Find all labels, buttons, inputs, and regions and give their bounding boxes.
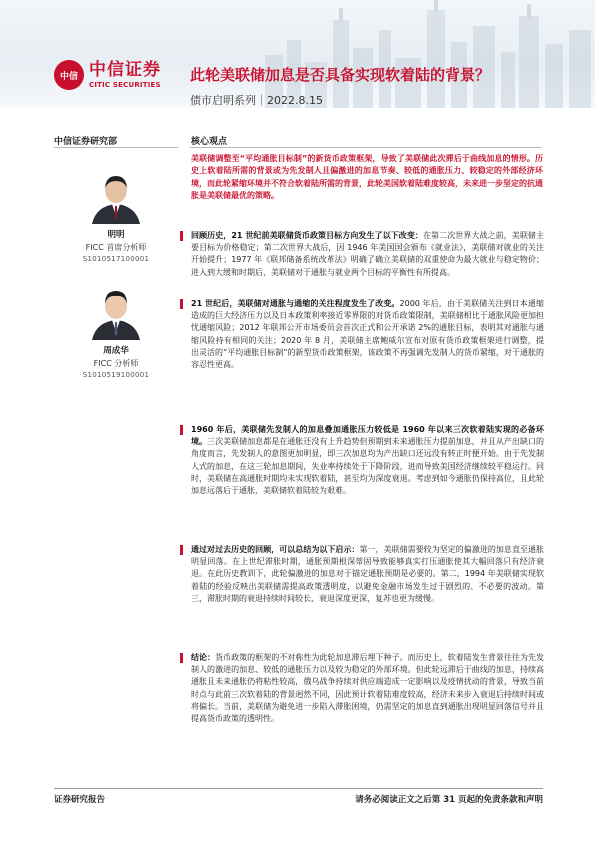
analyst-card — [54, 166, 178, 263]
analyst-name: 周成华 — [103, 346, 129, 356]
paragraph-body: 货币政策的框架的不对称性为此轮加息滞后埋下种子。而历史上，软着陆发生背景往往为先发制人的激进的加息、较低的通胀压力以及较为稳定的外部环境。但此轮远滞后于曲线的加息，持续高通胀且未来通胀仍将粘性较高，俄乌战争持续对供应端造成一定影响以及疫情扰动的背景，导致当前时点与此前三次软着陆的背景迥然不同，因此预计软着陆难度较高，经济未来步入衰退后持续时间或将偏长。当前，美联储为避免进一步陷入滞胀困境，仍需坚定的加息直到通胀出现明显回落信号并且提高货币政策的透明性。 — [191, 653, 545, 724]
key-point-paragraph — [180, 298, 544, 371]
analyst-photo — [86, 166, 146, 224]
logo-cn-text: 中信证券 — [89, 59, 161, 80]
person-portrait-icon — [86, 282, 146, 340]
paragraph-lead: 回顾历史，21 世纪前美联储货币政策目标方向发生了以下改变： — [191, 231, 423, 240]
sidebar-label: 中信证券研究部 — [54, 137, 118, 147]
footer-label: 证券研究报告 — [54, 795, 106, 805]
company-logo — [54, 60, 161, 90]
analyst-card — [54, 282, 178, 379]
citic-logo-icon: 中信 — [54, 60, 84, 90]
core-views-label: 核心观点 — [191, 137, 228, 147]
bullet-bar-icon — [180, 653, 183, 663]
analyst-license-id: S1010519100001 — [82, 371, 150, 379]
footer-disclaimer: 请务必阅读正文之后第 31 页起的免责条款和声明 — [355, 795, 543, 805]
analyst-name: 明明 — [107, 230, 125, 240]
summary-text: 美联储调整至“平均通胀目标制”的新货币政策框架，导致了美联储此次滞后于曲线加息的情形。历史上软着陆所需的背景或为先发制人且偏激进的加息节奏、较低的通胀压力、较稳定的外部经济环境，而此轮紧缩环境并不符合软着陆所需的背景，此轮美国软着陆难度较高，未来进一步坚定的抗通胀是美联储最优的策略。 — [191, 154, 543, 201]
paragraph-lead: 1960 年后，美联储先发制人的加息叠加通胀压力较低是 1960 年以来三次软着陆实现的必备环境。 — [191, 425, 544, 447]
paragraph-lead: 通过对过去历史的回顾，可以总结为以下启示： — [191, 545, 360, 554]
key-point-paragraph — [180, 652, 544, 725]
main-divider — [190, 147, 542, 148]
key-point-paragraph — [180, 230, 544, 279]
logo-wordmark — [89, 59, 161, 89]
paragraph-body: 在第二次世界大战之前，美联储主要目标为价格稳定；第二次世界大战后，因 1946 年美国国会颁布《就业法》，美联储对就业的关注开始提升；1977 年《联邦储备系统改革法》明确了确立美联储的双重使命为最大就业与稳定物价；进入到大缓和时期后，美联储对于通胀与就业两个目标的平衡性有所提高。 — [191, 231, 544, 277]
analyst-role: FICC 首席分析师 — [85, 243, 147, 252]
key-point-paragraph — [180, 424, 544, 497]
paragraph-body: 2000 年后，由于美联储关注到日本通缩造成的巨大经济压力以及日本政策利率接近零界限的对货币政策限制，美联储相比于通胀风险更加担忧通缩风险；2012 年联邦公开市场委员会首次正式和公开承诺 2%的通胀目标，表明其对通胀与通缩风险持有相同的关注；2020 年 8 月，美联储主席鲍威尔宣布对原有货币政策框架进行调整，提出灵活的“平均通胀目标制”的新型货币政策框架，该政策不再强调先发制人的货币紧缩，对于通胀的容忍性更高。 — [191, 299, 544, 370]
bullet-bar-icon — [180, 231, 183, 241]
paragraph-lead: 结论： — [191, 653, 216, 662]
report-subtitle: 债市启明系列｜2022.8.15 — [190, 94, 323, 107]
key-point-paragraph — [180, 544, 544, 605]
person-portrait-icon — [86, 166, 146, 224]
bullet-bar-icon — [180, 545, 183, 555]
bullet-bar-icon — [180, 425, 183, 435]
bullet-bar-icon — [180, 299, 183, 309]
paragraph-body: 三次美联储加息都是在通胀还没有上升趋势但预期到未来通胀压力提前加息，并且从产出缺口的角度而言，先发制人的意图更加明显，即三次加息均为产出缺口还远没有转正时便开始。由于先发制人式的加息，在这三轮加息期间，失业率持续处于下降阶段，进而导致美国经济继续较平稳运行。同时，美联储在高通胀时期均未实现软着陆，甚至均为深度衰退。考虑到如今通胀仍保持高位，且此轮加息远落后于通胀，美联储软着陆较为艰难。 — [191, 437, 544, 496]
analyst-photo — [86, 282, 146, 340]
paragraph-body: 第一，美联储需要较为坚定的偏激进的加息直至通胀明显回落。在上世纪滞胀时期，通胀预期根深蒂固导致能够真实打压通胀使其大幅回落只有经济衰退。在此历史教训下，此轮偏激进的加息对于锚定通胀预期是必要的。第二，1994 年美联储实现软着陆的经验反映出美联储需提高政策透明度，以避免金融市场发生过于剧烈的、不必要的波动。第三，滞胀时期的衰退持续时间较长、衰退深度更深，复苏也更为缓慢。 — [191, 545, 545, 603]
footer-divider — [54, 788, 543, 789]
sidebar-divider — [54, 147, 178, 148]
analyst-role: FICC 分析师 — [93, 359, 139, 368]
logo-en-text: CITIC SECURITIES — [89, 80, 161, 89]
report-title: 此轮美联储加息是否具备实现软着陆的背景？ — [190, 66, 491, 84]
paragraph-lead: 21 世纪后，美联储对通胀与通缩的关注程度发生了改变。 — [191, 299, 400, 308]
analyst-license-id: S1010517100001 — [82, 255, 150, 263]
